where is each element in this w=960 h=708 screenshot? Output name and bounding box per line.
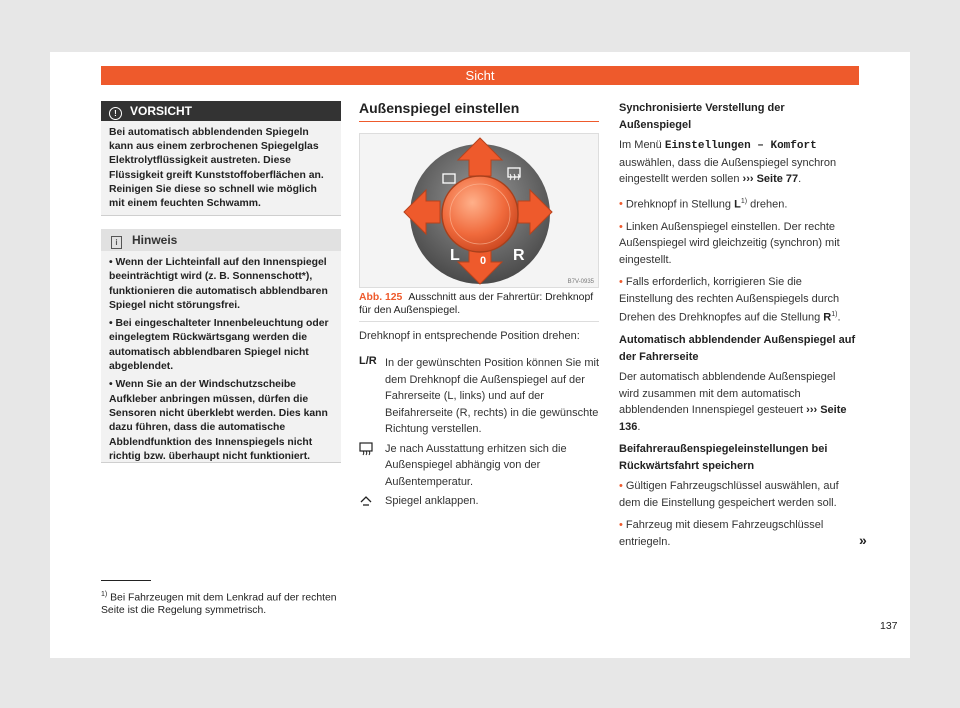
definition-list: [359, 355, 604, 513]
intro-text: Drehknopf in entsprechende Position drehen:: [359, 330, 580, 342]
figure-code: B7V-0935: [567, 279, 594, 285]
step1-text: Drehknopf in Stellung: [625, 198, 735, 211]
reverse-heading: Beifahreraußenspiegeleinstellungen bei Rückwärtsfahrt speichern: [619, 443, 828, 472]
caution-box: [101, 101, 341, 216]
figure-caption-label: Abb. 125: [359, 292, 403, 303]
bullet: •: [619, 519, 623, 532]
mirror-heating-icon: [359, 442, 373, 456]
bullet: •: [619, 220, 623, 233]
definition-text: Spiegel anklappen.: [385, 495, 479, 507]
section-title-rule: [359, 121, 599, 122]
definition-row: [359, 355, 604, 438]
bullet: •: [619, 198, 623, 211]
auto-dim-text: Der automatisch abblendende Außenspiegel wird zusammen mit dem automatisch abblendenden Innenspiegel gesteuert: [619, 371, 836, 417]
step3-key: R: [823, 311, 832, 324]
sync-page-ref[interactable]: ››› Seite 77: [742, 173, 799, 185]
step3-end: .: [837, 311, 841, 324]
sync-text-end: .: [798, 173, 802, 185]
continue-mark: »: [859, 532, 867, 548]
step3-text: Falls erforderlich, korrigieren Sie die Einstellung des rechten Außenspiegels durch Drehen des Drehknopfes auf die Stellung: [619, 276, 840, 324]
auto-dim-heading: Automatisch abblendender Außenspiegel auf der Fahrerseite: [619, 334, 856, 363]
hint-item: • Wenn Sie an der Windschutzscheibe Aufkleber anbringen müssen, dürfen die Sensoren nicht überklebt werden. Dies kann dazu führen, dass die automatische Abblendfunktion des Innenspiegels nicht richtig bzw. überhaupt nicht funktioniert.: [109, 379, 328, 462]
knob-label-l: L: [450, 247, 460, 264]
hint-box: [101, 229, 341, 463]
definition-key: [359, 441, 381, 456]
footnote: [101, 588, 341, 617]
sync-text-mid: auswählen, dass die Außenspiegel synchron eingestellt werden sollen: [619, 156, 837, 185]
definition-key: [359, 493, 381, 508]
footnote-rule: [101, 580, 151, 581]
step1-end: drehen.: [747, 198, 788, 211]
hint-header: [101, 229, 341, 251]
footnote-marker: 1): [101, 591, 108, 598]
hint-list: [101, 251, 341, 464]
step1-footnote-ref: 1): [740, 197, 748, 205]
right-column: [619, 100, 857, 556]
reverse-step1-text: Gültigen Fahrzeugschlüssel auswählen, auf dem die Einstellung gespeichert werden soll.: [619, 480, 839, 509]
info-circle-icon: !: [109, 107, 122, 120]
sync-heading: Synchronisierte Verstellung der Außenspiegel: [619, 102, 785, 131]
sync-step-2: [619, 219, 857, 269]
rotary-knob: [442, 176, 518, 252]
step1-key: L: [734, 198, 741, 211]
definition-key: L/R: [359, 355, 377, 367]
mirror-fold-icon: [359, 494, 373, 508]
definition-text: In der gewünschten Position können Sie mit dem Drehknopf die Außenspiegel auf der Fahrerseite (L, links) und auf der Beifahrerseite (R, rechts) in die gewünschte Richtung verstellen.: [385, 357, 600, 435]
sync-step-3: [619, 274, 857, 326]
reverse-step2-text: Fahrzeug mit diesem Fahrzeugschlüssel entriegeln.: [619, 519, 824, 548]
hint-item: • Wenn der Lichteinfall auf den Innenspiegel beeinträchtigt wird (z. B. Sonnenschott*), funktionieren die automatisch abblendbaren Spiegel nicht störungsfrei.: [109, 257, 328, 311]
step3-footnote-ref: 1): [831, 311, 838, 319]
hint-title: Hinweis: [132, 233, 178, 247]
sync-paragraph: [619, 137, 857, 188]
sync-step-1: [619, 194, 857, 213]
sync-menu-path: Einstellungen – Komfort: [664, 140, 817, 152]
figure-caption-text: Ausschnitt aus der Fahrertür: Drehknopf für den Außenspiegel.: [359, 292, 594, 316]
mirror-knob-illustration: [360, 134, 598, 287]
section-header-bar: Sicht: [101, 66, 859, 85]
reverse-step-1: [619, 478, 857, 511]
reverse-step-2: [619, 517, 857, 550]
bullet: •: [619, 480, 623, 493]
caution-text: Bei automatisch abblendenden Spiegeln kann aus einem zerbrochenen Spiegelglas Elektrolytflüssigkeit austreten. Diese Flüssigkeit greift Kunststoffoberflächen an. Reinigen Sie diese so schnell wie möglich mit einem feuchten Schwamm.: [109, 127, 324, 210]
caution-title: VORSICHT: [130, 104, 193, 118]
info-page-icon: i: [111, 236, 122, 249]
figure-caption: [359, 291, 599, 322]
footnote-text: Bei Fahrzeugen mit dem Lenkrad auf der rechten Seite ist die Regelung symmetrisch.: [101, 592, 337, 617]
bullet: •: [619, 276, 623, 289]
figure-mirror-knob: [359, 133, 599, 288]
definition-text: Je nach Ausstattung erhitzen sich die Außenspiegel abhängig von der Außentemperatur.: [385, 442, 567, 488]
knob-label-r: R: [513, 247, 525, 264]
definition-row: [359, 493, 604, 510]
section-title: Außenspiegel einstellen: [359, 100, 520, 116]
definition-row: [359, 441, 604, 491]
auto-dim-page-ref[interactable]: ››› Seite 136: [619, 404, 847, 433]
sync-text-prefix: Im Menü: [619, 139, 665, 151]
auto-dim-paragraph: [619, 369, 857, 435]
hint-item: • Bei eingeschalteter Innenbeleuchtung oder eingelegtem Rückwärtsgang werden die automatisch abblendbaren Spiegel nicht abgeblendet.: [109, 318, 329, 373]
caution-header: [101, 101, 341, 121]
knob-label-0: 0: [480, 255, 487, 267]
page-number: 137: [880, 620, 898, 632]
auto-dim-end: .: [637, 420, 641, 433]
step2-text: Linken Außenspiegel einstellen. Der rechte Außenspiegel wird gleichzeitig (synchron) mit eingestellt.: [619, 220, 840, 266]
